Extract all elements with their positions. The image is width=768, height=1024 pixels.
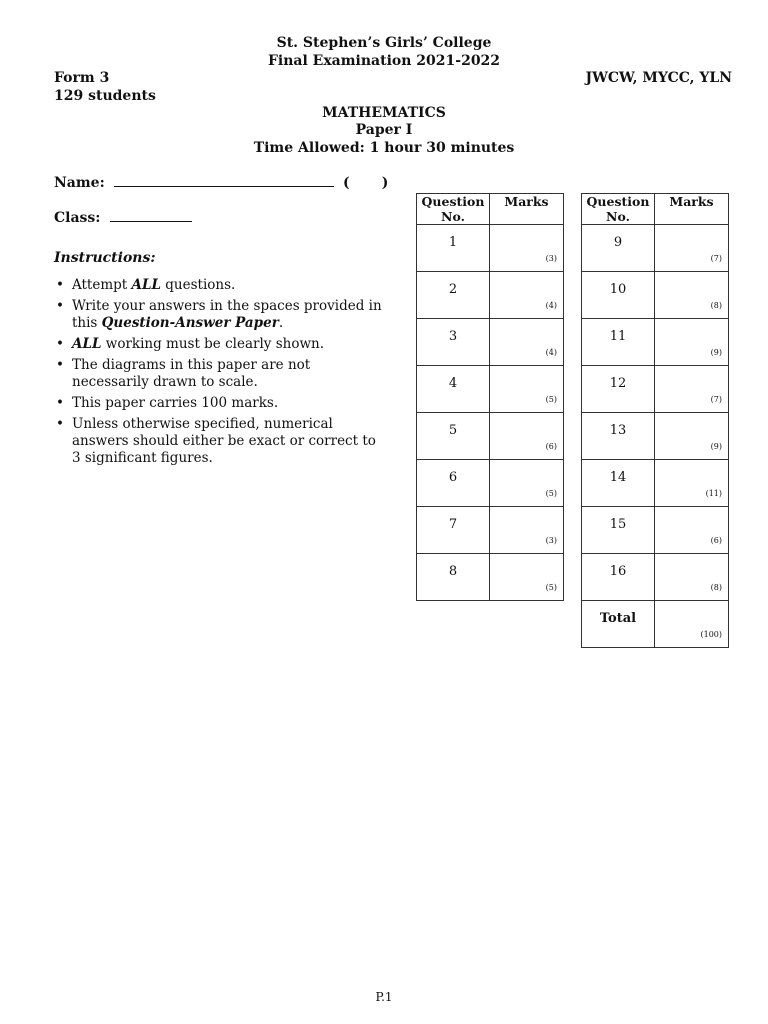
max-marks: (6) <box>545 442 557 451</box>
marks-cell[interactable] <box>655 272 729 319</box>
question-number: 3 <box>417 319 490 366</box>
instruction-item <box>54 416 384 467</box>
marks-cell[interactable] <box>490 319 564 366</box>
question-number: 7 <box>417 507 490 554</box>
question-number: 4 <box>417 366 490 413</box>
table-row <box>582 225 729 272</box>
marks-cell[interactable] <box>655 413 729 460</box>
marks-cell[interactable] <box>655 319 729 366</box>
max-marks: (8) <box>710 301 722 310</box>
class-number-close: ) <box>381 175 389 191</box>
instruction-item <box>54 336 384 353</box>
teacher-initials: JWCW, MYCC, YLN <box>585 70 732 86</box>
question-number: 9 <box>582 225 655 272</box>
instruction-emphasis: ALL <box>131 277 161 293</box>
table-row <box>582 460 729 507</box>
instruction-emphasis: Question-Answer Paper <box>101 315 279 331</box>
instruction-text: The diagrams in this paper are not necessarily drawn to scale. <box>72 357 311 390</box>
max-marks: (8) <box>710 583 722 592</box>
max-marks: (11) <box>705 489 722 498</box>
instruction-item <box>54 298 384 332</box>
instruction-item <box>54 395 384 412</box>
table-row <box>417 225 564 272</box>
marks-cell[interactable] <box>490 272 564 319</box>
table-row <box>417 507 564 554</box>
marks-table-right <box>581 193 729 648</box>
marks-cell[interactable] <box>655 554 729 601</box>
question-number: 8 <box>417 554 490 601</box>
max-marks: (5) <box>545 395 557 404</box>
question-number: 11 <box>582 319 655 366</box>
max-marks: (6) <box>710 536 722 545</box>
subject-title: MATHEMATICS <box>322 105 446 121</box>
max-marks: (7) <box>710 254 722 263</box>
marks-cell[interactable] <box>655 601 729 648</box>
instruction-text: Attempt <box>72 277 132 293</box>
table-row <box>582 319 729 366</box>
instruction-item <box>54 357 384 391</box>
marks-cell[interactable] <box>655 460 729 507</box>
table-row <box>582 554 729 601</box>
class-field-row <box>54 207 192 226</box>
table-row <box>417 366 564 413</box>
question-number: 6 <box>417 460 490 507</box>
max-marks: (3) <box>545 536 557 545</box>
max-marks: (100) <box>700 630 722 639</box>
header-question-no: Question No. <box>417 194 490 225</box>
instruction-item <box>54 277 384 294</box>
instruction-text: Unless otherwise specified, numerical answers should either be exact or correct to 3 significant figures. <box>72 416 376 466</box>
table-row <box>417 460 564 507</box>
exam-title: Final Examination 2021-2022 <box>267 53 501 69</box>
question-number: 16 <box>582 554 655 601</box>
max-marks: (5) <box>545 583 557 592</box>
table-row <box>582 272 729 319</box>
table-row <box>417 272 564 319</box>
instruction-text-end: questions. <box>160 277 236 293</box>
header-marks: Marks <box>655 194 729 225</box>
header-question-no: Question No. <box>582 194 655 225</box>
name-field-row <box>54 172 388 191</box>
max-marks: (3) <box>545 254 557 263</box>
marks-table-left <box>416 193 564 601</box>
instruction-text-end: working must be clearly shown. <box>101 336 324 352</box>
question-number: 14 <box>582 460 655 507</box>
marks-cell[interactable] <box>490 366 564 413</box>
school-name: St. Stephen’s Girls’ College <box>276 35 492 51</box>
table-row <box>582 413 729 460</box>
instruction-text: Write your answers in the spaces provided in this <box>72 298 382 331</box>
max-marks: (4) <box>545 301 557 310</box>
time-allowed: Time Allowed: 1 hour 30 minutes <box>253 140 515 156</box>
table-row <box>582 507 729 554</box>
question-number: 5 <box>417 413 490 460</box>
instructions-title: Instructions: <box>54 250 156 266</box>
table-row <box>582 366 729 413</box>
marks-cell[interactable] <box>490 225 564 272</box>
question-number: 2 <box>417 272 490 319</box>
max-marks: (9) <box>710 348 722 357</box>
table-row <box>417 319 564 366</box>
question-number: 1 <box>417 225 490 272</box>
instruction-text: This paper carries 100 marks. <box>72 395 279 411</box>
class-number-open: ( <box>342 175 350 191</box>
class-input-line[interactable] <box>110 207 192 222</box>
question-number: Total <box>582 601 655 648</box>
max-marks: (7) <box>710 395 722 404</box>
instruction-text-end: . <box>278 315 284 331</box>
page-number: P.1 <box>375 990 393 1004</box>
question-number: 13 <box>582 413 655 460</box>
paper-label: Paper I <box>355 122 413 138</box>
marks-cell[interactable] <box>490 507 564 554</box>
table-row <box>582 601 729 648</box>
marks-cell[interactable] <box>490 554 564 601</box>
name-input-line[interactable] <box>114 172 334 187</box>
marks-cell[interactable] <box>655 507 729 554</box>
instructions-list <box>54 277 384 471</box>
table-row <box>417 554 564 601</box>
marks-cell[interactable] <box>490 460 564 507</box>
question-number: 12 <box>582 366 655 413</box>
marks-cell[interactable] <box>490 413 564 460</box>
max-marks: (4) <box>545 348 557 357</box>
instruction-emphasis: ALL <box>72 336 102 352</box>
marks-cell[interactable] <box>655 225 729 272</box>
max-marks: (5) <box>545 489 557 498</box>
header-marks: Marks <box>490 194 564 225</box>
question-number: 10 <box>582 272 655 319</box>
name-label: Name: <box>54 175 105 191</box>
question-number: 15 <box>582 507 655 554</box>
max-marks: (9) <box>710 442 722 451</box>
table-row <box>417 413 564 460</box>
class-label: Class: <box>54 210 101 226</box>
marks-cell[interactable] <box>655 366 729 413</box>
students-count: 129 students <box>54 88 156 104</box>
form-label: Form 3 <box>54 70 110 86</box>
